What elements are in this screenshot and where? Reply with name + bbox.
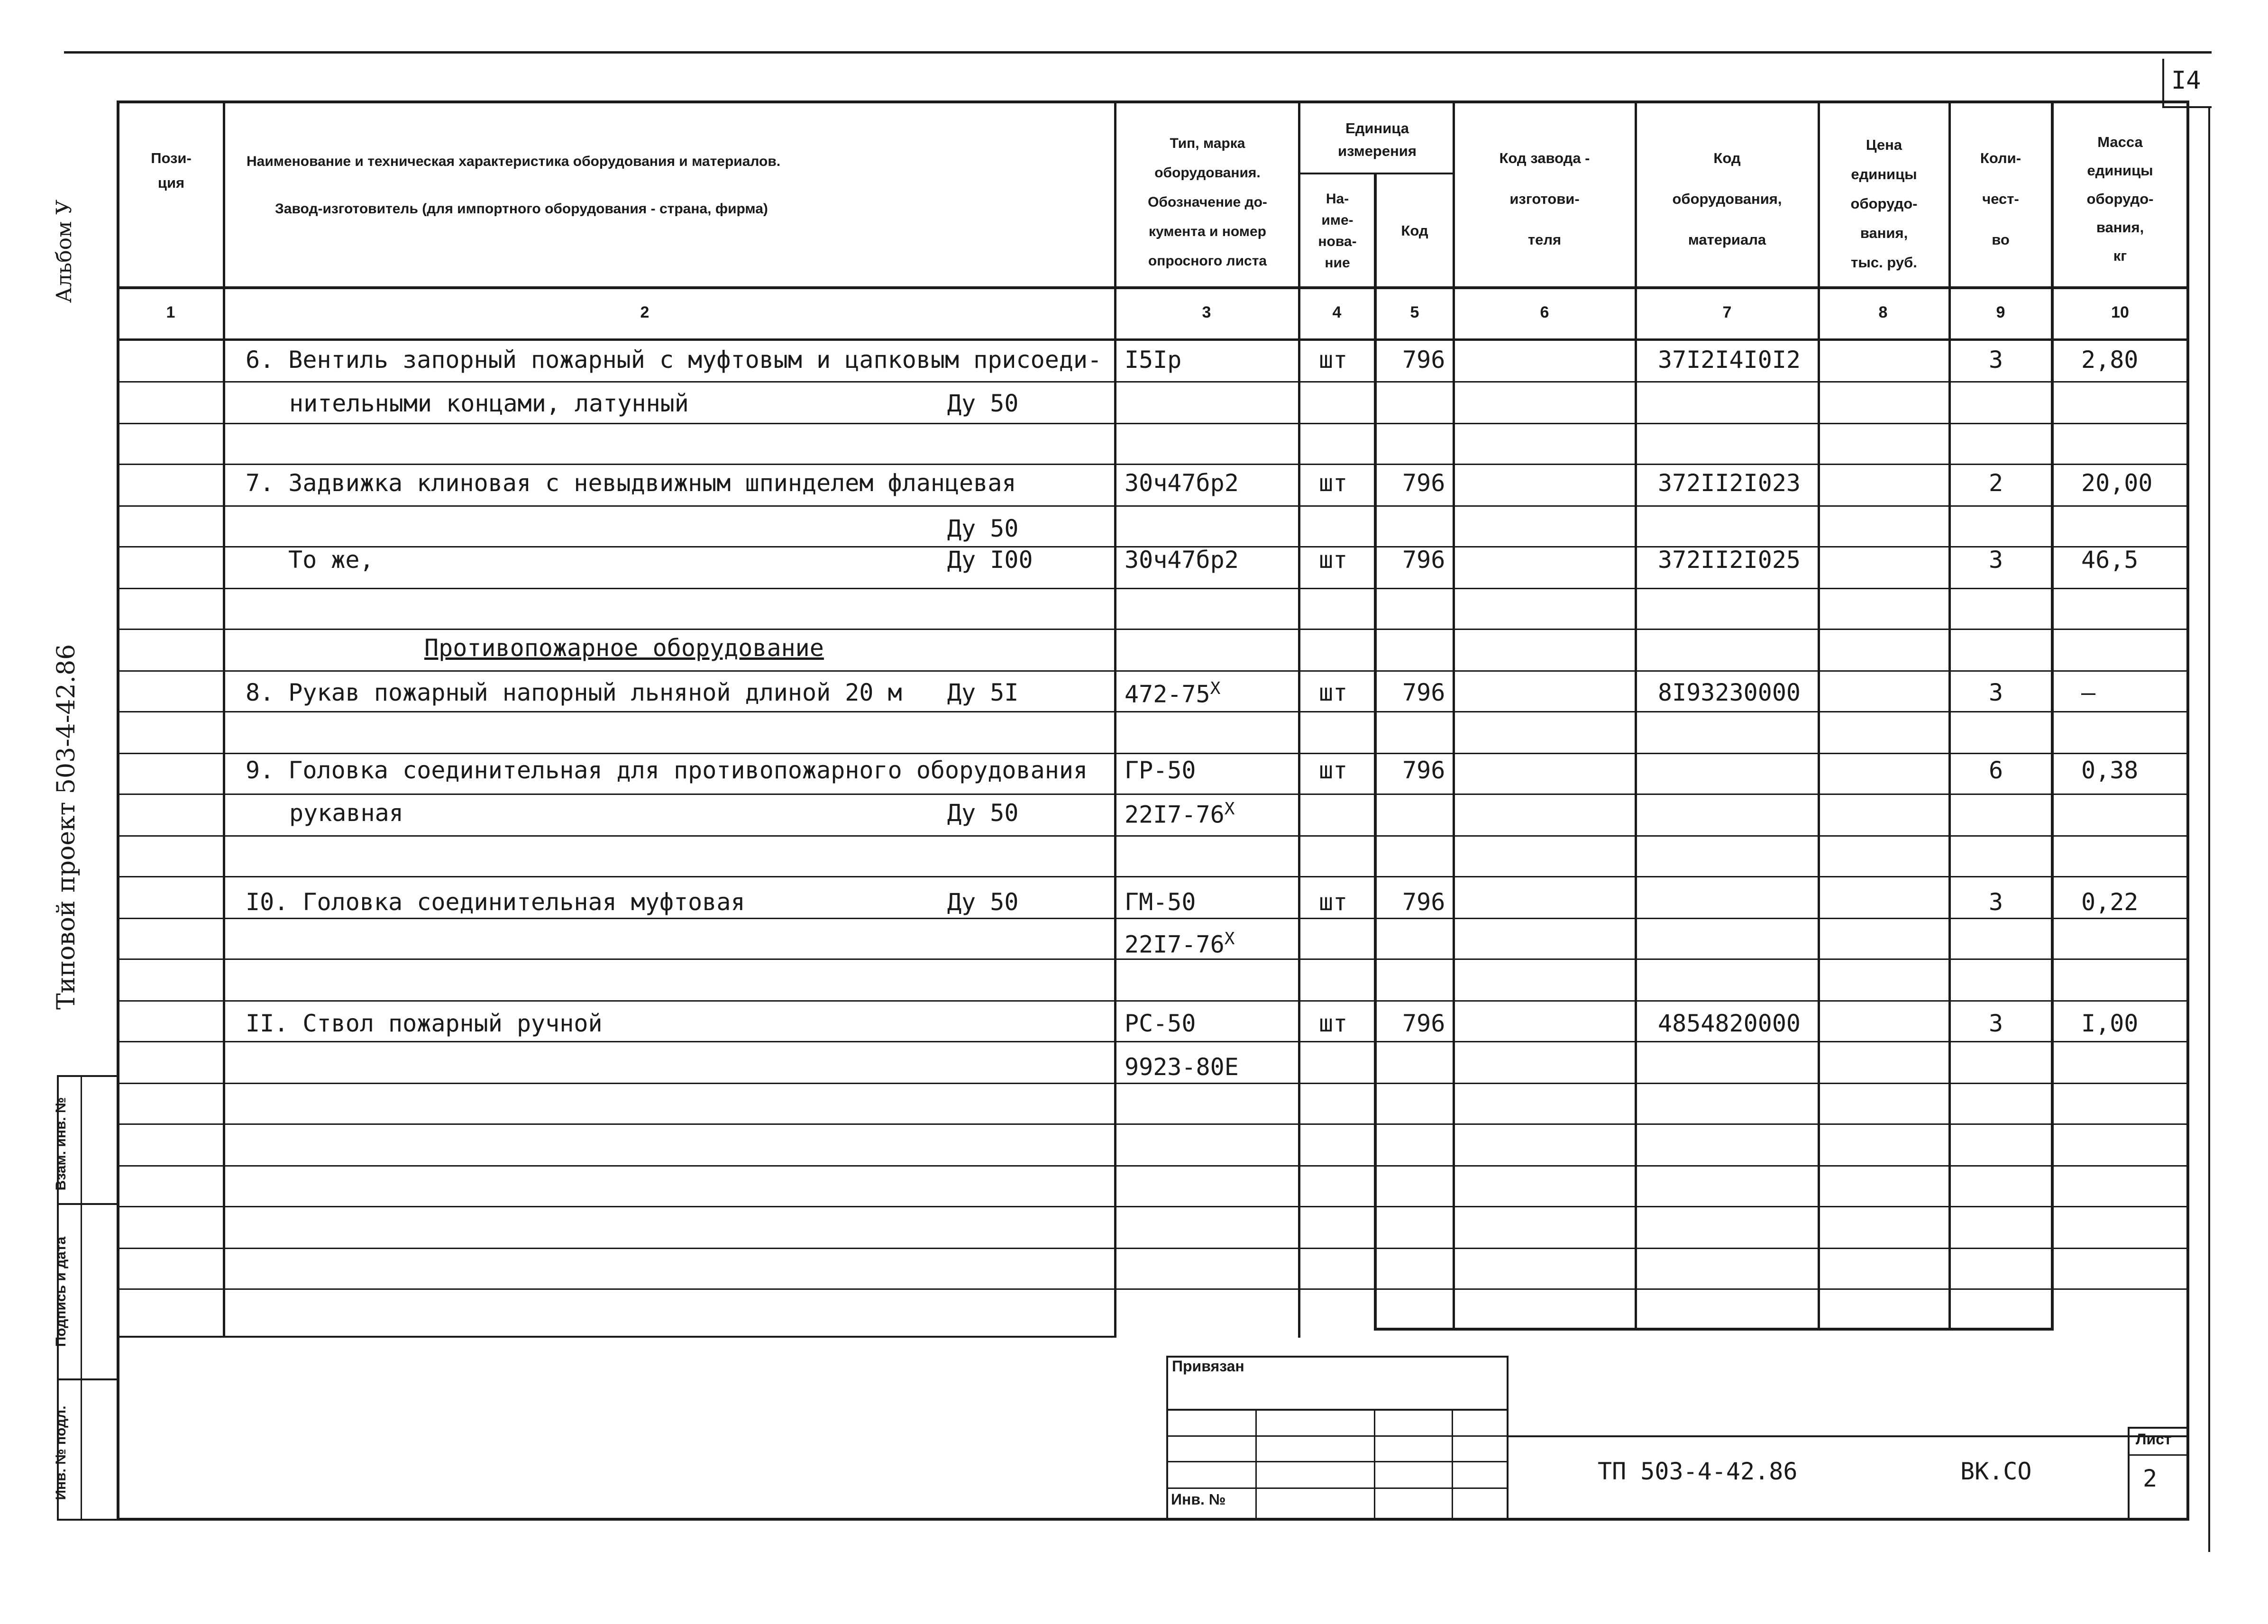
item-mass: 20,00 bbox=[2081, 469, 2153, 497]
col-number-5: 5 bbox=[1410, 303, 1419, 321]
item-du: Ду 50 bbox=[947, 799, 1019, 827]
header-quantity: Коли- чест- во bbox=[1980, 150, 2021, 248]
col-number-10: 10 bbox=[2111, 303, 2129, 321]
item-type: $22I7-76^X$ bbox=[1125, 799, 1235, 829]
item-type: 30ч47бр2 bbox=[1125, 469, 1239, 497]
item-unit-code: 796 bbox=[1402, 679, 1445, 706]
item-code: 4854820000 bbox=[1658, 1010, 1801, 1037]
item-code: 372II2I023 bbox=[1658, 469, 1801, 497]
item-mass: I,00 bbox=[2081, 1010, 2139, 1037]
item-name: 6. Вентиль запорный пожарный с муфтовым и цапковым присоеди- bbox=[246, 346, 1102, 374]
header-unit-name: На- име- нова- ние bbox=[1318, 191, 1357, 271]
item-unit: шт bbox=[1319, 546, 1348, 574]
item-type: I5Iр bbox=[1125, 346, 1182, 374]
margin-box-top bbox=[57, 1075, 119, 1077]
col-number-7: 7 bbox=[1722, 303, 1732, 321]
document-mark: ВК.СО bbox=[1960, 1458, 2032, 1485]
item-type: ГР-50 bbox=[1125, 757, 1196, 784]
item-mass: – bbox=[2081, 679, 2096, 706]
outer-right-line bbox=[2208, 106, 2210, 1552]
item-code: 372II2I025 bbox=[1658, 546, 1801, 574]
item-du: Ду 5I bbox=[947, 679, 1019, 706]
item-type: РС-50 bbox=[1125, 1010, 1196, 1037]
item-du: Ду I00 bbox=[947, 546, 1033, 574]
item-unit-code: 796 bbox=[1402, 546, 1445, 574]
col-number-1: 1 bbox=[166, 303, 175, 321]
margin-box-label-3: Инв. № подл. bbox=[53, 1405, 69, 1500]
item-unit-code: 796 bbox=[1402, 469, 1445, 497]
frame-left bbox=[117, 100, 119, 1521]
header-name-line2: Завод-изготовитель (для импортного оборудования - страна, фирма) bbox=[275, 201, 768, 217]
item-unit-code: 796 bbox=[1402, 346, 1445, 374]
col-line-5 bbox=[1453, 100, 1455, 1331]
col-number-8: 8 bbox=[1878, 303, 1888, 321]
item-qty: 3 bbox=[1989, 888, 2003, 916]
header-unit-code: Код bbox=[1401, 222, 1428, 239]
item-unit: шт bbox=[1319, 757, 1348, 784]
header-name-line1: Наименование и техническая характеристика оборудования и материалов. bbox=[247, 154, 781, 169]
col-number-4: 4 bbox=[1332, 303, 1342, 321]
grid-bottom-left bbox=[117, 1336, 1116, 1338]
item-mass: 46,5 bbox=[2081, 546, 2139, 574]
item-unit: шт bbox=[1319, 679, 1348, 706]
item-name: То же, bbox=[288, 546, 374, 574]
item-qty: 2 bbox=[1989, 469, 2003, 497]
item-type: $472-75^X$ bbox=[1125, 679, 1221, 708]
item-qty: 3 bbox=[1989, 1010, 2003, 1037]
item-name: рукавная bbox=[289, 799, 403, 827]
stamp-bound-label: Привязан bbox=[1172, 1358, 1244, 1375]
header-type: Тип, марка оборудования. Обозначение до- кумента и номер опросного листа bbox=[1148, 136, 1267, 269]
sheet-number: 2 bbox=[2143, 1465, 2158, 1492]
item-du: Ду 50 bbox=[947, 515, 1019, 542]
col-line-6 bbox=[1635, 100, 1637, 1331]
margin-box-label-1: Взам. инв. № bbox=[53, 1097, 69, 1191]
header-factory-code: Код завода - изготови- теля bbox=[1499, 150, 1590, 248]
item-name: I0. Головка соединительная муфтовая bbox=[246, 888, 745, 916]
item-unit-code: 796 bbox=[1402, 888, 1445, 916]
header-mass: Масса единицы оборудо- вания, кг bbox=[2086, 134, 2154, 264]
col-number-6: 6 bbox=[1540, 303, 1549, 321]
item-type: 30ч47бр2 bbox=[1125, 546, 1239, 574]
col-line-8 bbox=[1948, 100, 1951, 1331]
grid-bottom-right bbox=[1374, 1328, 2054, 1331]
item-name: II. Ствол пожарный ручной bbox=[246, 1010, 603, 1037]
item-du: Ду 50 bbox=[947, 888, 1019, 916]
col-line-4 bbox=[1374, 173, 1377, 1331]
col-number-3: 3 bbox=[1202, 303, 1211, 321]
header-bottom-line bbox=[117, 286, 2189, 289]
page-number: I4 bbox=[2171, 66, 2201, 95]
item-code: 37I2I4I0I2 bbox=[1658, 346, 1801, 374]
col-line-7 bbox=[1818, 100, 1820, 1331]
item-qty: 6 bbox=[1989, 757, 2003, 784]
item-type: ГМ-50 bbox=[1125, 888, 1196, 916]
col-numbers-bottom-line bbox=[117, 338, 2189, 341]
top-border-line bbox=[64, 51, 2212, 54]
header-price: Цена единицы оборудо- вания, тыс. руб. bbox=[1850, 137, 1918, 271]
header-position: Пози- ция bbox=[151, 150, 192, 191]
item-unit: шт bbox=[1319, 888, 1348, 916]
item-name: нительными концами, латунный bbox=[289, 390, 689, 417]
item-mass: 0,38 bbox=[2081, 757, 2139, 784]
item-type: $22I7-76^X$ bbox=[1125, 929, 1235, 958]
margin-box-sep2 bbox=[57, 1378, 119, 1380]
item-unit: шт bbox=[1319, 469, 1348, 497]
item-name: 8. Рукав пожарный напорный льняной длиной 20 м bbox=[246, 679, 902, 706]
item-du: Ду 50 bbox=[947, 390, 1019, 417]
item-name: 7. Задвижка клиновая с невыдвижным шпинделем фланцевая bbox=[246, 469, 1016, 497]
frame-top bbox=[117, 100, 2189, 103]
item-type: 9923-80Е bbox=[1125, 1053, 1239, 1081]
item-qty: 3 bbox=[1989, 546, 2003, 574]
unit-header-divider bbox=[1298, 173, 1454, 174]
header-equipment-code: Код оборудования, материала bbox=[1672, 150, 1782, 248]
item-unit-code: 796 bbox=[1402, 1010, 1445, 1037]
page-number-box-left bbox=[2162, 59, 2164, 106]
item-qty: 3 bbox=[1989, 679, 2003, 706]
item-name: 9. Головка соединительная для противопожарного оборудования bbox=[246, 757, 1088, 784]
project-label: Типовой проект 503-4-42.86 bbox=[52, 644, 81, 1010]
item-mass: 0,22 bbox=[2081, 888, 2139, 916]
frame-bottom bbox=[117, 1518, 2189, 1521]
margin-box-inner bbox=[81, 1075, 82, 1521]
item-qty: 3 bbox=[1989, 346, 2003, 374]
col-number-2: 2 bbox=[640, 303, 649, 321]
document-code: ТП 503-4-42.86 bbox=[1598, 1458, 1798, 1485]
margin-box-label-2: Подпись и дата bbox=[53, 1236, 69, 1347]
item-mass: 2,80 bbox=[2081, 346, 2139, 374]
item-code: 8I93230000 bbox=[1658, 679, 1801, 706]
item-unit-code: 796 bbox=[1402, 757, 1445, 784]
col-number-9: 9 bbox=[1996, 303, 2005, 321]
stamp-inv-label: Инв. № bbox=[1171, 1491, 1226, 1508]
item-unit: шт bbox=[1319, 1010, 1348, 1037]
col-line-9 bbox=[2051, 100, 2054, 1331]
item-unit: шт bbox=[1319, 346, 1348, 374]
header-unit: Единица измерения bbox=[1338, 120, 1417, 159]
section-title: Противопожарное оборудование bbox=[424, 634, 824, 662]
sheet-label: Лист bbox=[2136, 1431, 2172, 1448]
album-label: Альбом У bbox=[52, 199, 76, 303]
frame-right bbox=[2186, 100, 2189, 1521]
